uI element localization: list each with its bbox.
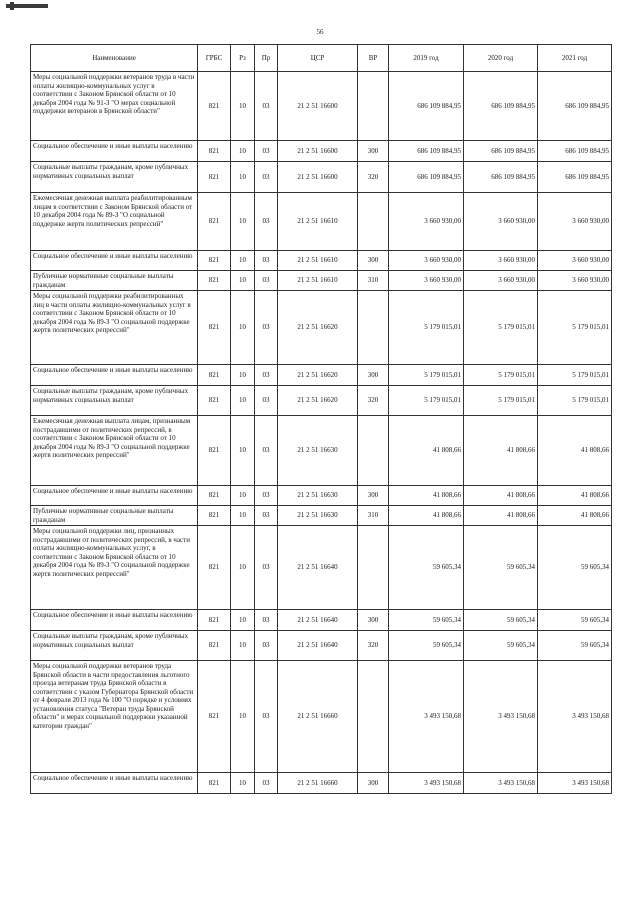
pr-cell: 03 [255,291,278,365]
rz-cell: 10 [231,631,255,661]
csr-cell: 21 2 51 16600 [278,141,358,162]
table-row [31,271,612,291]
amount-2021: 5 179 015,01 [538,386,612,416]
pr-cell: 03 [255,506,278,526]
amount-2020: 3 493 150,68 [464,773,538,794]
rz-cell: 10 [231,416,255,486]
amount-2021: 59 605,34 [538,610,612,631]
vr-cell [358,193,389,251]
rz-cell: 10 [231,610,255,631]
vr-cell: 310 [358,271,389,291]
amount-2020: 41 808,66 [464,486,538,506]
vr-cell [358,416,389,486]
csr-cell: 21 2 51 16640 [278,631,358,661]
grbs-cell: 821 [198,506,231,526]
rz-cell: 10 [231,661,255,773]
amount-2019: 3 660 930,00 [389,251,464,271]
csr-cell: 21 2 51 16620 [278,291,358,365]
csr-cell: 21 2 51 16640 [278,526,358,610]
pr-cell: 03 [255,365,278,386]
budget-table [30,44,612,794]
pr-cell: 03 [255,251,278,271]
pr-cell: 03 [255,193,278,251]
amount-2019: 3 493 150,68 [389,773,464,794]
amount-2021: 41 808,66 [538,506,612,526]
amount-2021: 3 660 930,00 [538,271,612,291]
row-name: Ежемесячная денежная выплата реабилитированным лицам в соответствии с Законом Брянской области от 10 декабря 2004 года № 89-З "О социальной поддержке жертв политических репрессий" [31,193,198,251]
amount-2021: 3 493 150,68 [538,773,612,794]
row-name: Меры социальной поддержки реабилитированных лиц в части оплаты жилищно-коммунальных услуг в соответствии с Законом Брянской области от 10 декабря 2004 года № 89-З "О социальной поддержке жертв политических репрессий" [31,291,198,365]
csr-cell: 21 2 51 16660 [278,661,358,773]
vr-cell: 320 [358,386,389,416]
rz-cell: 10 [231,271,255,291]
amount-2019: 59 605,34 [389,610,464,631]
amount-2020: 686 109 884,95 [464,72,538,141]
vr-cell: 300 [358,365,389,386]
grbs-cell: 821 [198,271,231,291]
csr-cell: 21 2 51 16620 [278,365,358,386]
table-row [31,251,612,271]
amount-2021: 41 808,66 [538,486,612,506]
pr-cell: 03 [255,141,278,162]
row-name: Меры социальной поддержки ветеранов труда Брянской области в части предоставления льготного проезда ветеранам труда Брянской области в соответствии с указом Губернатора Брянской области от 4 февраля 2013 года № 100 "О порядке и условиях установления статуса "Ветеран труда Брянской области" и мерах социальной поддержки указанной категории граждан" [31,661,198,773]
csr-cell: 21 2 51 16600 [278,162,358,193]
table-row [31,506,612,526]
row-name: Социальные выплаты гражданам, кроме публичных нормативных социальных выплат [31,162,198,193]
grbs-cell: 821 [198,631,231,661]
grbs-cell: 821 [198,526,231,610]
rz-cell: 10 [231,365,255,386]
row-name: Социальное обеспечение и иные выплаты населению [31,365,198,386]
amount-2021: 5 179 015,01 [538,365,612,386]
row-name: Социальное обеспечение и иные выплаты населению [31,486,198,506]
grbs-cell: 821 [198,251,231,271]
amount-2021: 686 109 884,95 [538,141,612,162]
row-name: Ежемесячная денежная выплата лицам, признанным пострадавшими от политических репрессий, в соответствии с Законом Брянской области от 10 декабря 2004 года № 89-З "О социальной поддержке жертв политических репрессий" [31,416,198,486]
table-row [31,486,612,506]
amount-2020: 686 109 884,95 [464,162,538,193]
amount-2019: 686 109 884,95 [389,162,464,193]
vr-cell: 310 [358,506,389,526]
rz-cell: 10 [231,162,255,193]
table-row [31,141,612,162]
amount-2020: 5 179 015,01 [464,291,538,365]
amount-2020: 3 660 930,00 [464,193,538,251]
table-row [31,661,612,773]
header-vr: ВР [358,45,389,72]
vr-cell: 300 [358,610,389,631]
vr-cell: 300 [358,251,389,271]
rz-cell: 10 [231,193,255,251]
table-row [31,193,612,251]
table-row [31,72,612,141]
row-name: Социальное обеспечение и иные выплаты населению [31,610,198,631]
amount-2019: 41 808,66 [389,506,464,526]
amount-2020: 59 605,34 [464,631,538,661]
rz-cell: 10 [231,386,255,416]
row-name: Социальное обеспечение и иные выплаты населению [31,141,198,162]
grbs-cell: 821 [198,486,231,506]
grbs-cell: 821 [198,365,231,386]
vr-cell: 320 [358,162,389,193]
grbs-cell: 821 [198,416,231,486]
scan-artifact-mark [10,2,14,10]
row-name: Меры социальной поддержки лиц, признанных пострадавшими от политических репрессий, в части оплаты жилищно-коммунальных услуг, в соответствии с Законом Брянской области от 10 декабря 2004 года № 89-З "О социальной поддержке жертв политических репрессий" [31,526,198,610]
table-row [31,386,612,416]
amount-2021: 59 605,34 [538,631,612,661]
csr-cell: 21 2 51 16630 [278,506,358,526]
vr-cell [358,661,389,773]
header-2021: 2021 год [538,45,612,72]
amount-2021: 686 109 884,95 [538,162,612,193]
row-name: Меры социальной поддержки ветеранов труда в части оплаты жилищно-коммунальных услуг в соответствии с Законом Брянской области от 10 декабря 2004 года № 91-З "О мерах социальной поддержки ветеранов в Брянской области" [31,72,198,141]
csr-cell: 21 2 51 16620 [278,386,358,416]
header-rz: Рз [231,45,255,72]
vr-cell: 320 [358,631,389,661]
rz-cell: 10 [231,526,255,610]
amount-2021: 3 493 150,68 [538,661,612,773]
amount-2021: 5 179 015,01 [538,291,612,365]
vr-cell: 300 [358,773,389,794]
csr-cell: 21 2 51 16600 [278,72,358,141]
amount-2019: 3 660 930,00 [389,271,464,291]
rz-cell: 10 [231,773,255,794]
rz-cell: 10 [231,72,255,141]
rz-cell: 10 [231,251,255,271]
header-grbs: ГРБС [198,45,231,72]
pr-cell: 03 [255,162,278,193]
grbs-cell: 821 [198,610,231,631]
amount-2021: 41 808,66 [538,416,612,486]
amount-2021: 3 660 930,00 [538,251,612,271]
amount-2020: 3 493 150,68 [464,661,538,773]
pr-cell: 03 [255,631,278,661]
amount-2021: 59 605,34 [538,526,612,610]
grbs-cell: 821 [198,162,231,193]
grbs-cell: 821 [198,141,231,162]
pr-cell: 03 [255,72,278,141]
rz-cell: 10 [231,141,255,162]
csr-cell: 21 2 51 16610 [278,251,358,271]
amount-2019: 5 179 015,01 [389,365,464,386]
vr-cell [358,72,389,141]
row-name: Социальные выплаты гражданам, кроме публичных нормативных социальных выплат [31,386,198,416]
row-name: Социальные выплаты гражданам, кроме публичных нормативных социальных выплат [31,631,198,661]
header-name: Наименование [31,45,198,72]
table-row [31,610,612,631]
csr-cell: 21 2 51 16660 [278,773,358,794]
csr-cell: 21 2 51 16630 [278,486,358,506]
amount-2020: 5 179 015,01 [464,386,538,416]
table-row [31,416,612,486]
pr-cell: 03 [255,610,278,631]
amount-2019: 59 605,34 [389,631,464,661]
rz-cell: 10 [231,486,255,506]
rz-cell: 10 [231,291,255,365]
table-row [31,162,612,193]
amount-2019: 686 109 884,95 [389,141,464,162]
table-row [31,365,612,386]
grbs-cell: 821 [198,773,231,794]
amount-2020: 59 605,34 [464,610,538,631]
amount-2019: 59 605,34 [389,526,464,610]
amount-2019: 41 808,66 [389,486,464,506]
row-name: Публичные нормативные социальные выплаты гражданам [31,506,198,526]
amount-2019: 686 109 884,95 [389,72,464,141]
pr-cell: 03 [255,386,278,416]
amount-2021: 3 660 930,00 [538,193,612,251]
amount-2020: 686 109 884,95 [464,141,538,162]
grbs-cell: 821 [198,386,231,416]
pr-cell: 03 [255,526,278,610]
amount-2020: 59 605,34 [464,526,538,610]
pr-cell: 03 [255,271,278,291]
amount-2021: 686 109 884,95 [538,72,612,141]
amount-2019: 5 179 015,01 [389,291,464,365]
vr-cell [358,291,389,365]
amount-2020: 3 660 930,00 [464,251,538,271]
pr-cell: 03 [255,661,278,773]
amount-2020: 41 808,66 [464,416,538,486]
grbs-cell: 821 [198,661,231,773]
vr-cell [358,526,389,610]
header-2019: 2019 год [389,45,464,72]
amount-2019: 41 808,66 [389,416,464,486]
table-row [31,631,612,661]
table-row [31,773,612,794]
amount-2020: 3 660 930,00 [464,271,538,291]
header-csr: ЦСР [278,45,358,72]
rz-cell: 10 [231,506,255,526]
grbs-cell: 821 [198,291,231,365]
amount-2019: 5 179 015,01 [389,386,464,416]
header-2020: 2020 год [464,45,538,72]
csr-cell: 21 2 51 16610 [278,271,358,291]
pr-cell: 03 [255,486,278,506]
row-name: Публичные нормативные социальные выплаты гражданам [31,271,198,291]
pr-cell: 03 [255,773,278,794]
page-number: 56 [316,28,324,36]
amount-2020: 5 179 015,01 [464,365,538,386]
header-pr: Пр [255,45,278,72]
pr-cell: 03 [255,416,278,486]
grbs-cell: 821 [198,193,231,251]
csr-cell: 21 2 51 16610 [278,193,358,251]
vr-cell: 300 [358,486,389,506]
vr-cell: 300 [358,141,389,162]
amount-2019: 3 493 150,68 [389,661,464,773]
csr-cell: 21 2 51 16630 [278,416,358,486]
table-header-row [31,45,612,72]
csr-cell: 21 2 51 16640 [278,610,358,631]
amount-2019: 3 660 930,00 [389,193,464,251]
row-name: Социальное обеспечение и иные выплаты населению [31,773,198,794]
table-row [31,526,612,610]
amount-2020: 41 808,66 [464,506,538,526]
row-name: Социальное обеспечение и иные выплаты населению [31,251,198,271]
grbs-cell: 821 [198,72,231,141]
table-row [31,291,612,365]
